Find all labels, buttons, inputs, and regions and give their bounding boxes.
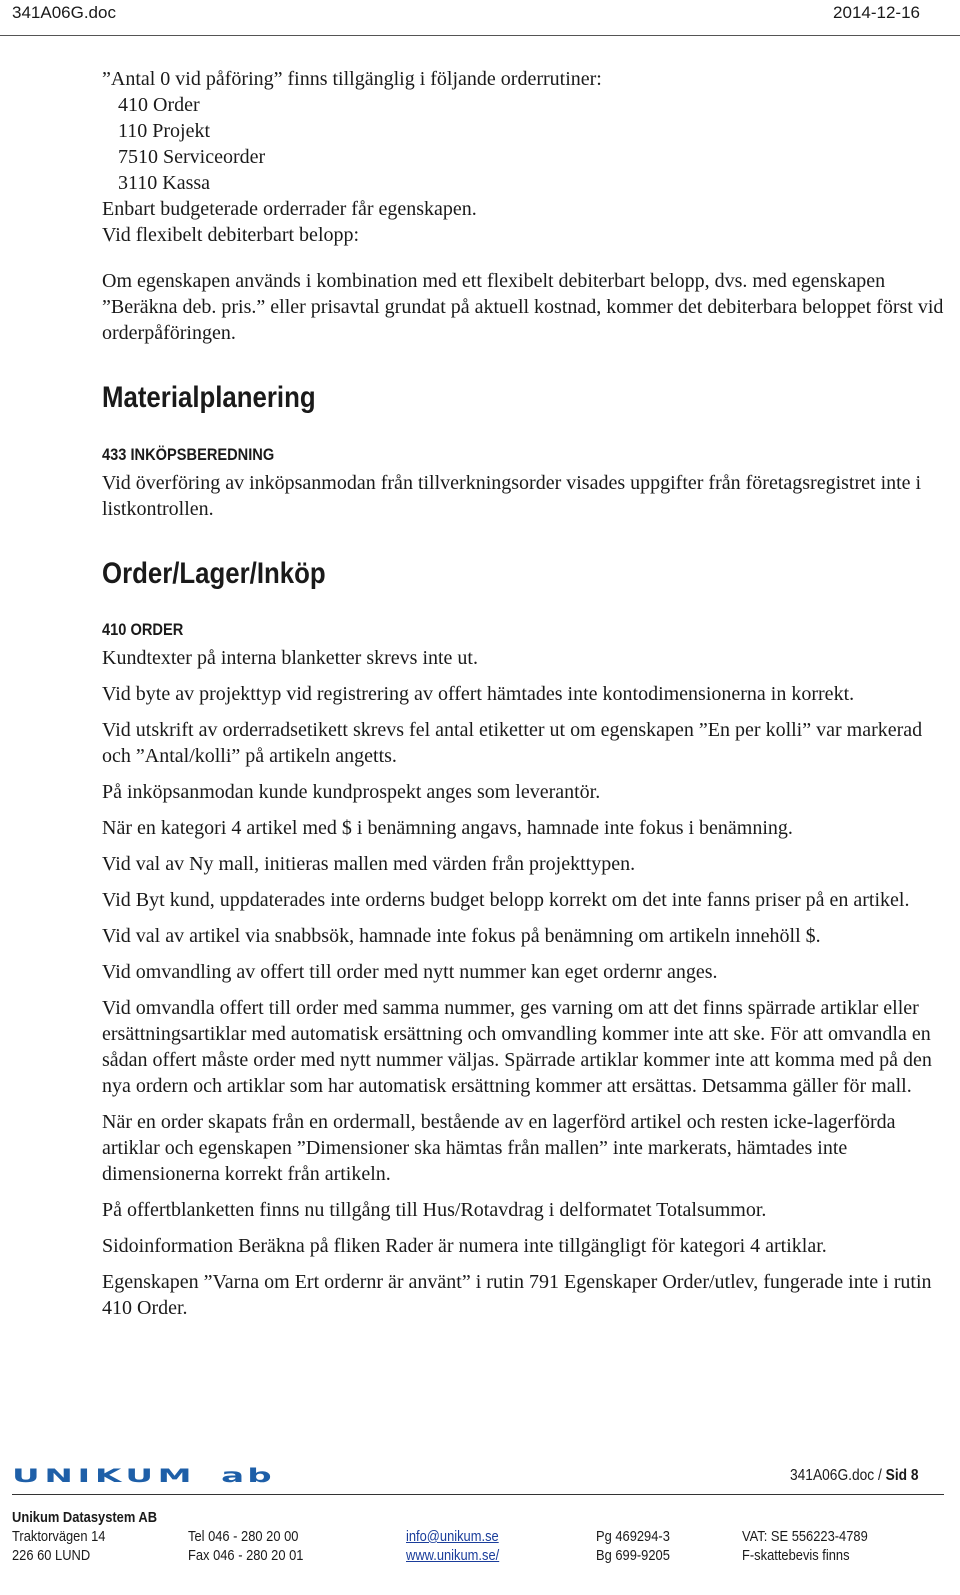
footer-pg: Pg 469294-3	[596, 1528, 670, 1545]
order-paragraph: Vid Byt kund, uppdaterades inte orderns budget belopp korrekt om det inte fanns priser på en artikel.	[102, 889, 910, 911]
section-paragraph: Vid överföring av inköpsanmodan från tillverkningsorder visades uppgifter från företagsregistret inte i listkontrollen.	[102, 472, 922, 520]
order-paragraph: När en order skapats från en ordermall, bestående av en lagerförd artikel och resten icke-lagerförda artiklar och egenskapen ”Dimensioner ska hämtas från mallen” inte markerats, hämtades inte dimensionerna korrekt från artikeln.	[102, 1111, 896, 1185]
footer-divider	[12, 1494, 944, 1495]
order-paragraph: Egenskapen ”Varna om Ert ordernr är använt” i rutin 791 Egenskaper Order/utlev, fungerade inte i rutin 410 Order.	[102, 1271, 932, 1319]
intro-line: Enbart budgeterade orderrader får egenskapen.	[102, 198, 477, 220]
section-heading: Materialplanering	[102, 381, 316, 414]
order-paragraph: När en kategori 4 artikel med $ i benämning angavs, hamnade inte fokus i benämning.	[102, 817, 793, 839]
logo-ab: ab	[221, 1466, 275, 1488]
footer-web[interactable]	[406, 1546, 499, 1566]
intro-line: Vid flexibelt debiterbart belopp:	[102, 224, 360, 246]
intro-paragraph: Om egenskapen används i kombination med ett flexibelt debiterbart belopp, dvs. med egenskapen ”Beräkna deb. pris.” eller prisavtal grundat på aktuell kostnad, kommer det debiterbara beloppet först vid orderpåföringen.	[102, 270, 944, 344]
footer-page-ref	[790, 1466, 919, 1486]
logo-text: UNIKUM	[12, 1466, 197, 1488]
section-subheading: 433 INKÖPSBEREDNING	[102, 445, 275, 464]
order-paragraph: Kundtexter på interna blanketter skrevs inte ut.	[102, 647, 478, 669]
section-heading: Order/Lager/Inköp	[102, 557, 326, 590]
unikum-logo	[12, 1466, 275, 1487]
email-link[interactable]: info@unikum.se	[406, 1528, 499, 1545]
footer-address-2: 226 60 LUND	[12, 1547, 91, 1564]
routine-item: 7510 Serviceorder	[118, 146, 266, 168]
header-divider	[0, 35, 960, 36]
footer-fax: Fax 046 - 280 20 01	[188, 1547, 304, 1564]
web-link[interactable]: www.unikum.se/	[406, 1547, 500, 1564]
footer-address-1: Traktorvägen 14	[12, 1528, 106, 1545]
footer-vat: VAT: SE 556223-4789	[742, 1528, 868, 1545]
order-paragraph: På offertblanketten finns nu tillgång till Hus/Rotavdrag i delformatet Totalsummor.	[102, 1199, 767, 1221]
intro-block	[102, 66, 602, 248]
order-paragraph: Sidoinformation Beräkna på fliken Rader är numera inte tillgängligt för kategori 4 artiklar.	[102, 1235, 827, 1257]
order-paragraph: Vid utskrift av orderradsetikett skrevs fel antal etiketter ut om egenskapen ”En per kolli” var markerad och ”Antal/kolli” på artikeln angetts.	[102, 719, 923, 767]
footer-separator: /	[874, 1467, 886, 1484]
footer-page-number: Sid 8	[885, 1467, 919, 1484]
order-paragraph: Vid omvandling av offert till order med nytt nummer kan eget ordernr anges.	[102, 961, 718, 983]
order-paragraph: Vid val av artikel via snabbsök, hamnade inte fokus på benämning om artikeln innehöll $.	[102, 925, 821, 947]
intro-line: ”Antal 0 vid påföring” finns tillgänglig i följande orderrutiner:	[102, 68, 602, 90]
header-filename: 341A06G.doc	[12, 3, 116, 22]
routine-item: 410 Order	[118, 94, 200, 116]
footer-tel: Tel 046 - 280 20 00	[188, 1528, 299, 1545]
footer-bg: Bg 699-9205	[596, 1547, 670, 1564]
order-paragraph: På inköpsanmodan kunde kundprospekt anges som leverantör.	[102, 781, 601, 803]
header-date: 2014-12-16	[833, 3, 920, 22]
routine-item: 110 Projekt	[118, 120, 211, 142]
footer-company: Unikum Datasystem AB	[12, 1509, 158, 1526]
footer-ftax: F-skattebevis finns	[742, 1547, 850, 1564]
order-paragraphs	[102, 645, 950, 1331]
footer-doc-name: 341A06G.doc	[790, 1467, 875, 1484]
section-subheading: 410 ORDER	[102, 620, 184, 639]
routine-item: 3110 Kassa	[118, 172, 211, 194]
order-paragraph: Vid val av Ny mall, initieras mallen med värden från projekttypen.	[102, 853, 636, 875]
order-paragraph: Vid omvandla offert till order med samma nummer, ges varning om att det finns spärrade artiklar eller ersättningsartiklar med automatisk ersättning och omvandling kommer inte att ske. För att omvandla en sådan offert måste order med nytt nummer väljas. Spärrade artiklar kommer inte att komma med på den nya ordern och artiklar som har automatisk ersättning kommer att ersättas. Detsamma gäller för mall.	[102, 997, 932, 1097]
order-paragraph: Vid byte av projekttyp vid registrering av offert hämtades inte kontodimensionerna in korrekt.	[102, 683, 855, 705]
footer-email[interactable]	[406, 1527, 499, 1547]
